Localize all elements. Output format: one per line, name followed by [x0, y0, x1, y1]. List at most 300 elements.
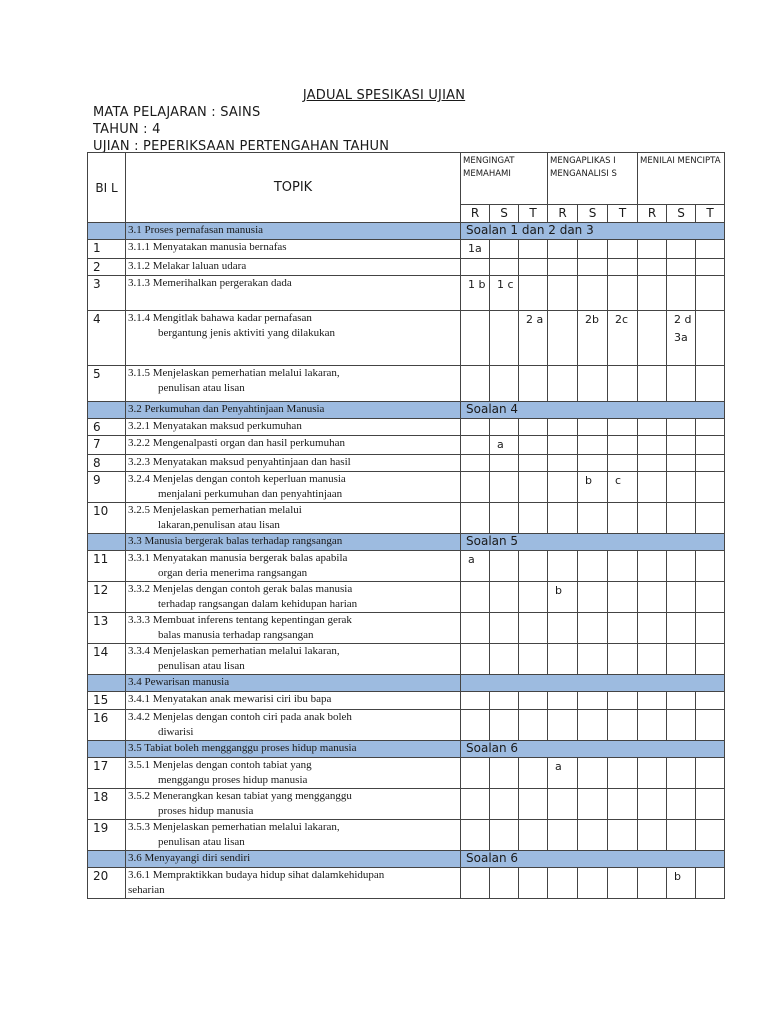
mark-cell [519, 455, 548, 472]
sub-header: T [696, 205, 725, 223]
mark-cell [490, 455, 519, 472]
topic-text: 3.6.1 Mempraktikkan budaya hidup sihat dalamkehidupan [128, 869, 385, 881]
mark-cell [578, 240, 608, 259]
row-number: 10 [88, 503, 126, 534]
mark-cell [490, 259, 519, 276]
mark-cell [519, 692, 548, 710]
mark-cell [667, 436, 696, 455]
mark-cell [461, 419, 490, 436]
menilai-mencipta-header: MENILAI MENCIPTA [638, 153, 725, 205]
sub-header: R [548, 205, 578, 223]
topic-text-continued: organ deria menerima rangsangan [158, 567, 308, 579]
row-number: 9 [88, 472, 126, 503]
mark-cell [667, 820, 696, 851]
row-number: 17 [88, 758, 126, 789]
mark-cell [519, 276, 548, 311]
mark-cell: 2 a [519, 311, 548, 366]
mark-cell [638, 366, 667, 402]
mark-cell [667, 758, 696, 789]
mark-cell [490, 644, 519, 675]
sub-header: S [490, 205, 519, 223]
mark-cell [608, 644, 638, 675]
mark-cell [608, 366, 638, 402]
mark-cell [608, 503, 638, 534]
mark-cell [667, 613, 696, 644]
topic-cell [126, 710, 461, 741]
topic-text-continued: balas manusia terhadap rangsangan [158, 629, 314, 641]
mark-cell [578, 613, 608, 644]
section-topic: 3.1 Proses pernafasan manusia [126, 223, 461, 240]
topic-text: 3.4.2 Menjelas dengan contoh ciri pada anak boleh [128, 711, 352, 723]
mark-cell [696, 259, 725, 276]
topic-text: 3.2.3 Menyatakan maksud penyahtinjaan dan hasil [128, 456, 351, 468]
sub-header: T [519, 205, 548, 223]
topic-cell [126, 613, 461, 644]
mark-cell [638, 259, 667, 276]
mark-cell [667, 644, 696, 675]
mark-cell [461, 311, 490, 366]
mark-cell [667, 259, 696, 276]
mark-cell [461, 820, 490, 851]
mark-cell [696, 613, 725, 644]
mark-cell [608, 868, 638, 899]
mark-cell [548, 455, 578, 472]
mark-cell [608, 820, 638, 851]
section-bil-cell [88, 741, 126, 758]
mark-cell [578, 692, 608, 710]
mark-cell [461, 436, 490, 455]
section-topic: 3.3 Manusia bergerak balas terhadap rangsangan [126, 534, 461, 551]
table-row [88, 276, 725, 311]
topic-cell [126, 868, 461, 899]
topic-cell [126, 551, 461, 582]
mark-cell [519, 436, 548, 455]
mark-cell [608, 789, 638, 820]
mark-cell [519, 868, 548, 899]
document-title: JADUAL SPESIKASI UJIAN [302, 88, 466, 103]
mark-cell [696, 692, 725, 710]
mark-cell [461, 692, 490, 710]
row-number: 12 [88, 582, 126, 613]
topic-text-continued: lakaran,penulisan atau lisan [158, 519, 280, 531]
mark-cell [696, 276, 725, 311]
mark-cell [461, 868, 490, 899]
topic-text: 3.5.3 Menjelaskan pemerhatian melalui lakaran, [128, 821, 340, 833]
section-topic: 3.6 Menyayangi diri sendiri [126, 851, 461, 868]
year-line: TAHUN : 4 [93, 122, 161, 137]
mark-cell [696, 503, 725, 534]
table-row [88, 311, 725, 366]
mark-cell [578, 419, 608, 436]
mark-cell [696, 366, 725, 402]
mark-cell [608, 758, 638, 789]
mark-cell [638, 789, 667, 820]
topic-text-continued: seharian [128, 884, 165, 896]
topic-cell [126, 820, 461, 851]
topic-text: 3.2.4 Menjelas dengan contoh keperluan manusia [128, 473, 346, 485]
mark-cell [461, 472, 490, 503]
topic-text: 3.1.3 Memerihalkan pergerakan dada [128, 277, 292, 289]
mark-cell [608, 710, 638, 741]
mark-cell: a [490, 436, 519, 455]
mark-cell [638, 758, 667, 789]
mark-cell [548, 366, 578, 402]
section-bil-cell [88, 675, 126, 692]
mark-cell [461, 758, 490, 789]
mark-cell [696, 455, 725, 472]
mark-cell: 1 b [461, 276, 490, 311]
mark-cell [608, 455, 638, 472]
mark-cell [667, 366, 696, 402]
mark-cell [696, 644, 725, 675]
sub-header: S [667, 205, 696, 223]
row-number: 13 [88, 613, 126, 644]
mark-cell [490, 472, 519, 503]
mark-cell: 2c [608, 311, 638, 366]
row-number: 16 [88, 710, 126, 741]
mark-cell [667, 551, 696, 582]
topic-cell [126, 644, 461, 675]
mark-cell [461, 366, 490, 402]
topic-text: 3.1.1 Menyatakan manusia bernafas [128, 241, 287, 253]
section-row [88, 675, 725, 692]
mark-cell [696, 240, 725, 259]
mark-cell [461, 455, 490, 472]
mark-cell [696, 868, 725, 899]
subject-line: MATA PELAJARAN : SAINS [93, 105, 261, 120]
section-soalan: Soalan 5 [461, 534, 725, 551]
mark-cell [548, 692, 578, 710]
topic-cell [126, 276, 461, 311]
header-row [88, 153, 725, 205]
table-row [88, 820, 725, 851]
mark-cell [519, 758, 548, 789]
mark-cell [490, 366, 519, 402]
mark-cell [638, 644, 667, 675]
exam-line: UJIAN : PEPERIKSAAN PERTENGAHAN TAHUN [93, 139, 390, 154]
topic-cell [126, 503, 461, 534]
section-soalan: Soalan 6 [461, 741, 725, 758]
mark-cell: b [667, 868, 696, 899]
mark-cell [519, 240, 548, 259]
mark-cell [519, 366, 548, 402]
mengaplikasi-menganalisis-header: MENGAPLIKAS I MENGANALISI S [548, 153, 638, 205]
mark-cell [461, 789, 490, 820]
mark-cell: a [548, 758, 578, 789]
mark-cell [608, 259, 638, 276]
topic-text-continued: penulisan atau lisan [158, 382, 245, 394]
mark-cell [519, 789, 548, 820]
mark-cell [461, 503, 490, 534]
table-row [88, 758, 725, 789]
section-bil-cell [88, 851, 126, 868]
table-row [88, 472, 725, 503]
mark-cell [608, 692, 638, 710]
topic-cell [126, 311, 461, 366]
row-number: 3 [88, 276, 126, 311]
topic-text-continued: terhadap rangsangan dalam kehidupan harian [158, 598, 358, 610]
mark-cell [578, 455, 608, 472]
topic-cell [126, 419, 461, 436]
mark-cell [696, 436, 725, 455]
mark-cell [696, 789, 725, 820]
table-row [88, 240, 725, 259]
mark-cell [461, 644, 490, 675]
table-row [88, 455, 725, 472]
mark-cell [490, 692, 519, 710]
mark-cell [696, 419, 725, 436]
mark-cell [667, 582, 696, 613]
row-number: 20 [88, 868, 126, 899]
mengingat-memahami-header: MENGINGAT MEMAHAMI [461, 153, 548, 205]
mark-cell [667, 240, 696, 259]
sub-header: R [638, 205, 667, 223]
row-number: 18 [88, 789, 126, 820]
mark-cell [667, 276, 696, 311]
mark-cell [461, 582, 490, 613]
mark-cell [578, 551, 608, 582]
topic-text: 3.3.4 Menjelaskan pemerhatian melalui lakaran, [128, 645, 340, 657]
topic-cell [126, 472, 461, 503]
mark-cell [548, 551, 578, 582]
topic-cell [126, 259, 461, 276]
sub-header: R [461, 205, 490, 223]
table-row [88, 613, 725, 644]
mark-cell [548, 276, 578, 311]
table-row [88, 868, 725, 899]
mark-cell [519, 259, 548, 276]
mark-cell [667, 472, 696, 503]
mark-cell [519, 503, 548, 534]
mark-cell [548, 789, 578, 820]
mark-cell [638, 240, 667, 259]
mark-cell [490, 820, 519, 851]
section-row [88, 402, 725, 419]
mark-cell [578, 710, 608, 741]
mark-cell [696, 758, 725, 789]
mark-cell [696, 551, 725, 582]
mark-cell [519, 613, 548, 644]
topic-cell [126, 789, 461, 820]
mark-cell [696, 311, 725, 366]
row-number: 19 [88, 820, 126, 851]
mark-cell: 2 d 3a [667, 311, 696, 366]
mark-cell [608, 613, 638, 644]
mark-cell [638, 710, 667, 741]
mark-cell [578, 503, 608, 534]
sub-header: T [608, 205, 638, 223]
mark-cell [578, 366, 608, 402]
specification-table [87, 152, 725, 899]
mark-cell [638, 311, 667, 366]
section-soalan: Soalan 4 [461, 402, 725, 419]
mark-cell [608, 436, 638, 455]
sub-header: S [578, 205, 608, 223]
topic-cell [126, 758, 461, 789]
row-number: 11 [88, 551, 126, 582]
row-number: 7 [88, 436, 126, 455]
topic-text: 3.3.2 Menjelas dengan contoh gerak balas manusia [128, 583, 353, 595]
section-row [88, 851, 725, 868]
topic-text: 3.1.5 Menjelaskan pemerhatian melalui lakaran, [128, 367, 340, 379]
mark-cell [667, 692, 696, 710]
mark-cell [608, 582, 638, 613]
mark-cell [490, 419, 519, 436]
mark-cell [638, 455, 667, 472]
row-number: 1 [88, 240, 126, 259]
mark-cell [490, 868, 519, 899]
topic-text-continued: proses hidup manusia [158, 805, 254, 817]
table-row [88, 366, 725, 402]
table-row [88, 551, 725, 582]
section-bil-cell [88, 402, 126, 419]
mark-cell [548, 311, 578, 366]
topic-text: 3.3.3 Membuat inferens tentang kepentingan gerak [128, 614, 352, 626]
section-bil-cell [88, 534, 126, 551]
mark-cell [638, 820, 667, 851]
mark-cell: 1 c [490, 276, 519, 311]
mark-cell [548, 419, 578, 436]
mark-cell [667, 455, 696, 472]
topic-cell [126, 692, 461, 710]
topic-cell [126, 240, 461, 259]
topic-cell [126, 436, 461, 455]
mark-cell [490, 551, 519, 582]
mark-cell [490, 240, 519, 259]
section-bil-cell [88, 223, 126, 240]
row-number: 6 [88, 419, 126, 436]
table-row [88, 789, 725, 820]
topic-cell [126, 366, 461, 402]
mark-cell [548, 240, 578, 259]
row-number: 8 [88, 455, 126, 472]
mark-cell [608, 419, 638, 436]
mark-cell [578, 436, 608, 455]
mark-cell [490, 789, 519, 820]
topic-text-continued: penulisan atau lisan [158, 836, 245, 848]
mark-cell [490, 503, 519, 534]
section-row [88, 741, 725, 758]
topic-text-continued: menggangu proses hidup manusia [158, 774, 308, 786]
mark-cell [461, 259, 490, 276]
mark-cell [608, 276, 638, 311]
row-number: 14 [88, 644, 126, 675]
mark-cell [548, 820, 578, 851]
mark-cell [696, 472, 725, 503]
mark-cell: b [548, 582, 578, 613]
table-row [88, 419, 725, 436]
table-row [88, 710, 725, 741]
section-topic: 3.5 Tabiat boleh mengganggu proses hidup manusia [126, 741, 461, 758]
mark-cell: 1a [461, 240, 490, 259]
mark-cell [548, 436, 578, 455]
topic-text: 3.4.1 Menyatakan anak mewarisi ciri ibu bapa [128, 693, 332, 705]
mark-cell [696, 710, 725, 741]
mark-cell [638, 436, 667, 455]
mark-cell [548, 259, 578, 276]
mark-cell [548, 644, 578, 675]
section-topic: 3.2 Perkumuhan dan Penyahtinjaan Manusia [126, 402, 461, 419]
mark-cell [608, 240, 638, 259]
mark-cell: b [578, 472, 608, 503]
mark-cell [638, 582, 667, 613]
topic-text-continued: bergantung jenis aktiviti yang dilakukan [158, 327, 335, 339]
mark-cell [548, 503, 578, 534]
section-soalan [461, 675, 725, 692]
mark-cell [667, 419, 696, 436]
mark-cell [519, 820, 548, 851]
mark-cell [667, 503, 696, 534]
mark-cell [461, 613, 490, 644]
mark-cell [638, 613, 667, 644]
mark-cell [519, 582, 548, 613]
table-row [88, 259, 725, 276]
mark-cell [638, 868, 667, 899]
topic-cell [126, 582, 461, 613]
mark-cell [461, 710, 490, 741]
section-topic: 3.4 Pewarisan manusia [126, 675, 461, 692]
topic-text-continued: penulisan atau lisan [158, 660, 245, 672]
topic-text-continued: menjalani perkumuhan dan penyahtinjaan [158, 488, 343, 500]
table-row [88, 644, 725, 675]
mark-cell [490, 710, 519, 741]
topic-text: 3.1.2 Melakar laluan udara [128, 260, 247, 272]
topic-text: 3.2.1 Menyatakan maksud perkumuhan [128, 420, 302, 432]
mark-cell [519, 710, 548, 741]
mark-cell [696, 820, 725, 851]
topik-header: TOPIK [126, 153, 461, 223]
mark-cell [638, 472, 667, 503]
mark-cell [519, 551, 548, 582]
section-row [88, 534, 725, 551]
mark-cell [548, 868, 578, 899]
mark-cell [578, 582, 608, 613]
row-number: 15 [88, 692, 126, 710]
mark-cell [578, 276, 608, 311]
mark-cell [519, 472, 548, 503]
mark-cell [578, 820, 608, 851]
mark-cell [696, 582, 725, 613]
mark-cell [578, 259, 608, 276]
table-body [88, 153, 725, 899]
mark-cell [608, 551, 638, 582]
mark-cell [490, 613, 519, 644]
table-row [88, 582, 725, 613]
topic-text: 3.1.4 Mengitlak bahawa kadar pernafasan [128, 312, 312, 324]
section-row [88, 223, 725, 240]
mark-cell [638, 503, 667, 534]
mark-cell [667, 710, 696, 741]
mark-cell [490, 582, 519, 613]
mark-cell: 2b [578, 311, 608, 366]
row-number: 2 [88, 259, 126, 276]
section-soalan: Soalan 1 dan 2 dan 3 [461, 223, 725, 240]
mark-cell: a [461, 551, 490, 582]
mark-cell [638, 276, 667, 311]
topic-text: 3.2.2 Mengenalpasti organ dan hasil perkumuhan [128, 437, 345, 449]
mark-cell [578, 758, 608, 789]
bil-header: BI L [88, 153, 126, 223]
table-row [88, 436, 725, 455]
topic-text: 3.2.5 Menjelaskan pemerhatian melalui [128, 504, 302, 516]
topic-text: 3.5.2 Menerangkan kesan tabiat yang mengganggu [128, 790, 352, 802]
topic-text-continued: diwarisi [158, 726, 194, 738]
table-row [88, 692, 725, 710]
row-number: 4 [88, 311, 126, 366]
mark-cell: c [608, 472, 638, 503]
mark-cell [578, 868, 608, 899]
mark-cell [519, 644, 548, 675]
